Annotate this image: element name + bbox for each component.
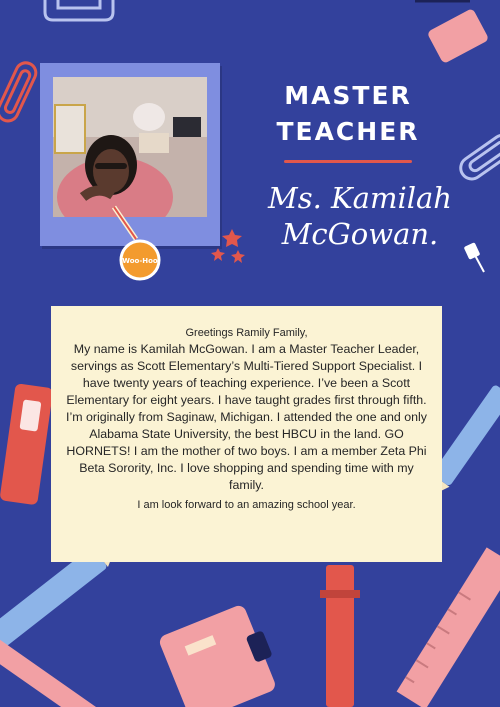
paperclip-icon <box>456 131 500 183</box>
letter-greeting: Greetings Ramily Family, <box>185 327 308 339</box>
pencil-icon <box>0 637 103 707</box>
signature-line-1: Ms. Kamilah <box>268 181 452 215</box>
medal-label: Woo-Hoo <box>122 257 158 265</box>
introduction-letter <box>51 306 442 562</box>
pushpin-icon <box>464 242 484 272</box>
title-line-1: MASTER <box>284 81 412 110</box>
title-underline <box>284 160 412 163</box>
paperclip-icon <box>45 0 113 20</box>
title-line-2: TEACHER <box>276 117 420 146</box>
eraser-icon <box>415 0 489 64</box>
signature-line-2: McGowan. <box>281 217 439 251</box>
page-title <box>268 78 428 163</box>
eraser-icon <box>0 383 53 505</box>
ruler-icon <box>397 547 500 707</box>
paperclip-icon <box>0 60 39 125</box>
teacher-photo <box>53 77 207 217</box>
teacher-name-signature <box>255 180 465 252</box>
medal-icon <box>106 205 176 295</box>
letter-closing: I am look forward to an amazing school year. <box>137 499 356 511</box>
letter-body: My name is Kamilah McGowan. I am a Master Teacher Leader, servings as Scott Elementary’s Multi-Tiered Support Specialist. I have twenty years of teaching experience. I’ve been a Scott Elementary for eight years. I have taught grades first through fifth. I’m originally from Saginaw, Michigan. I attended the one and only Alabama State University, the best HBCU in the land. GO HORNETS! I am the mother of two boys. I am a member Zeta Phi Beta Sorority, Inc. I love shopping and spending time with my family. <box>66 342 427 492</box>
notebook-icon <box>158 600 285 707</box>
pen-icon <box>320 565 360 707</box>
